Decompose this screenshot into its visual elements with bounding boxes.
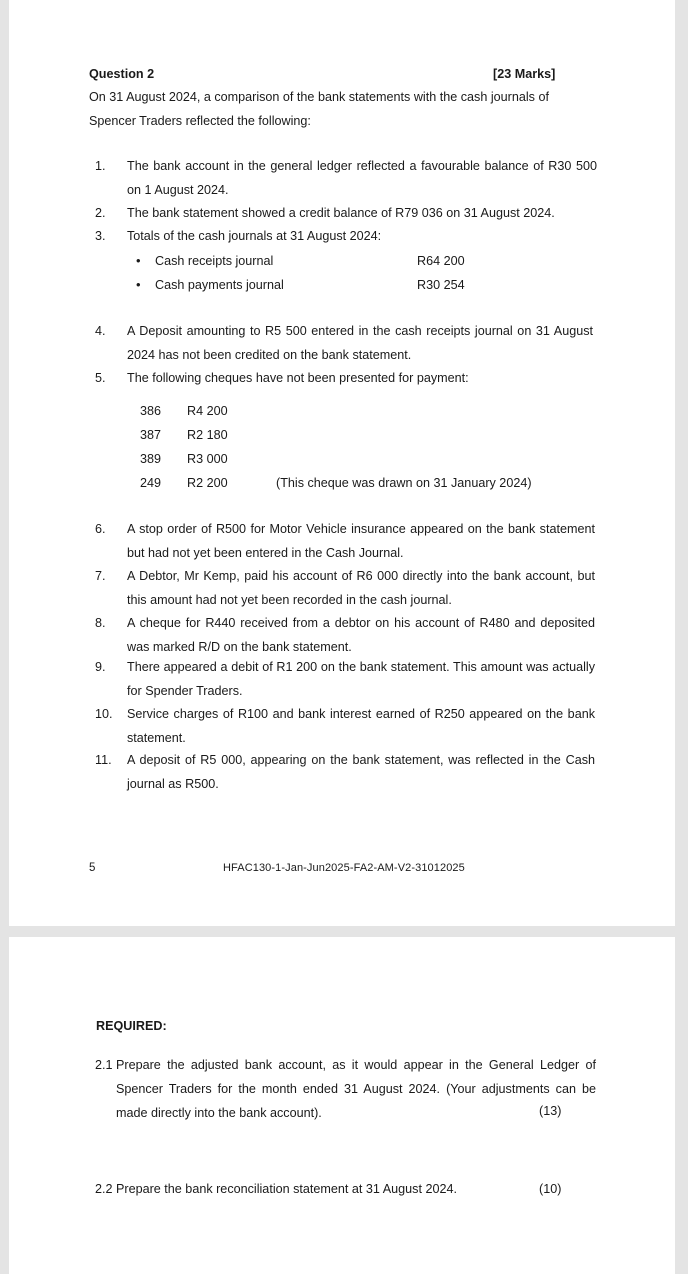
item-text: Service charges of R100 and bank interest earned of R250 appeared on the bank statement. <box>127 707 595 745</box>
item-number: 3. <box>95 229 106 243</box>
cheque-amount: R4 200 <box>187 404 228 418</box>
exam-page-5 <box>9 0 675 926</box>
cheque-number: 387 <box>140 428 162 442</box>
cheque-note: (This cheque was drawn on 31 January 2024) <box>276 476 532 490</box>
item-text: The bank account in the general ledger reflected a favourable balance of R30 500 on 1 August 2024. <box>127 159 597 197</box>
task-marks: (10) <box>539 1182 562 1196</box>
document-code: HFAC130-1-Jan-Jun2025-FA2-AM-V2-31012025 <box>223 862 465 874</box>
task-number: 2.1 <box>95 1058 113 1072</box>
cheque-amount: R3 000 <box>187 452 228 466</box>
item-number: 8. <box>95 616 106 630</box>
bullet-dot: • <box>136 253 141 268</box>
item-text: The following cheques have not been presented for payment: <box>127 371 469 385</box>
journal-name: Cash receipts journal <box>155 254 274 268</box>
question-intro: On 31 August 2024, a comparison of the bank statements with the cash journals of Spencer Traders reflected the following: <box>89 90 549 128</box>
item-text: A Debtor, Mr Kemp, paid his account of R6 000 directly into the bank account, but this amount had not yet been recorded in the cash journal. <box>127 569 595 607</box>
task-text: Prepare the bank reconciliation statement at 31 August 2024. <box>116 1182 457 1196</box>
item-number: 4. <box>95 324 106 338</box>
item-number: 11. <box>95 753 112 767</box>
exam-page-6 <box>9 937 675 1274</box>
item-text: A deposit of R5 000, appearing on the bank statement, was reflected in the Cash journal as R500. <box>127 753 595 791</box>
item-text: There appeared a debit of R1 200 on the bank statement. This amount was actually for Spender Traders. <box>127 660 595 698</box>
item-number: 9. <box>95 660 106 674</box>
cheque-number: 389 <box>140 452 162 466</box>
item-text: A cheque for R440 received from a debtor on his account of R480 and deposited was marked R/D on the bank statement. <box>127 616 595 654</box>
item-number: 2. <box>95 206 106 220</box>
cheque-amount: R2 180 <box>187 428 228 442</box>
cheque-amount: R2 200 <box>187 476 228 490</box>
bullet-dot: • <box>136 277 141 292</box>
item-number: 1. <box>95 159 106 173</box>
page-number: 5 <box>89 862 96 874</box>
item-number: 6. <box>95 522 106 536</box>
item-text: The bank statement showed a credit balance of R79 036 on 31 August 2024. <box>127 206 555 220</box>
task-marks: (13) <box>539 1104 562 1118</box>
cheque-number: 386 <box>140 404 162 418</box>
item-text: A Deposit amounting to R5 500 entered in the cash receipts journal on 31 August 2024 has not been credited on the bank statement. <box>127 324 593 362</box>
item-text: A stop order of R500 for Motor Vehicle insurance appeared on the bank statement but had not yet been entered in the Cash Journal. <box>127 522 595 560</box>
item-text: Totals of the cash journals at 31 August 2024: <box>127 229 382 243</box>
item-number: 7. <box>95 569 106 583</box>
question-marks: [23 Marks] <box>493 67 556 81</box>
journal-name: Cash payments journal <box>155 278 284 292</box>
question-title: Question 2 <box>89 67 155 81</box>
cheque-number: 249 <box>140 476 162 490</box>
required-heading: REQUIRED: <box>96 1019 167 1033</box>
journal-amount: R64 200 <box>417 254 465 268</box>
journal-amount: R30 254 <box>417 278 465 292</box>
task-number: 2.2 <box>95 1182 113 1196</box>
item-number: 5. <box>95 371 106 385</box>
task-text: Prepare the adjusted bank account, as it would appear in the General Ledger of Spencer Traders for the month ended 31 August 2024. (Your adjustments can be made directly into the bank account). <box>116 1058 596 1120</box>
item-number: 10. <box>95 707 113 721</box>
